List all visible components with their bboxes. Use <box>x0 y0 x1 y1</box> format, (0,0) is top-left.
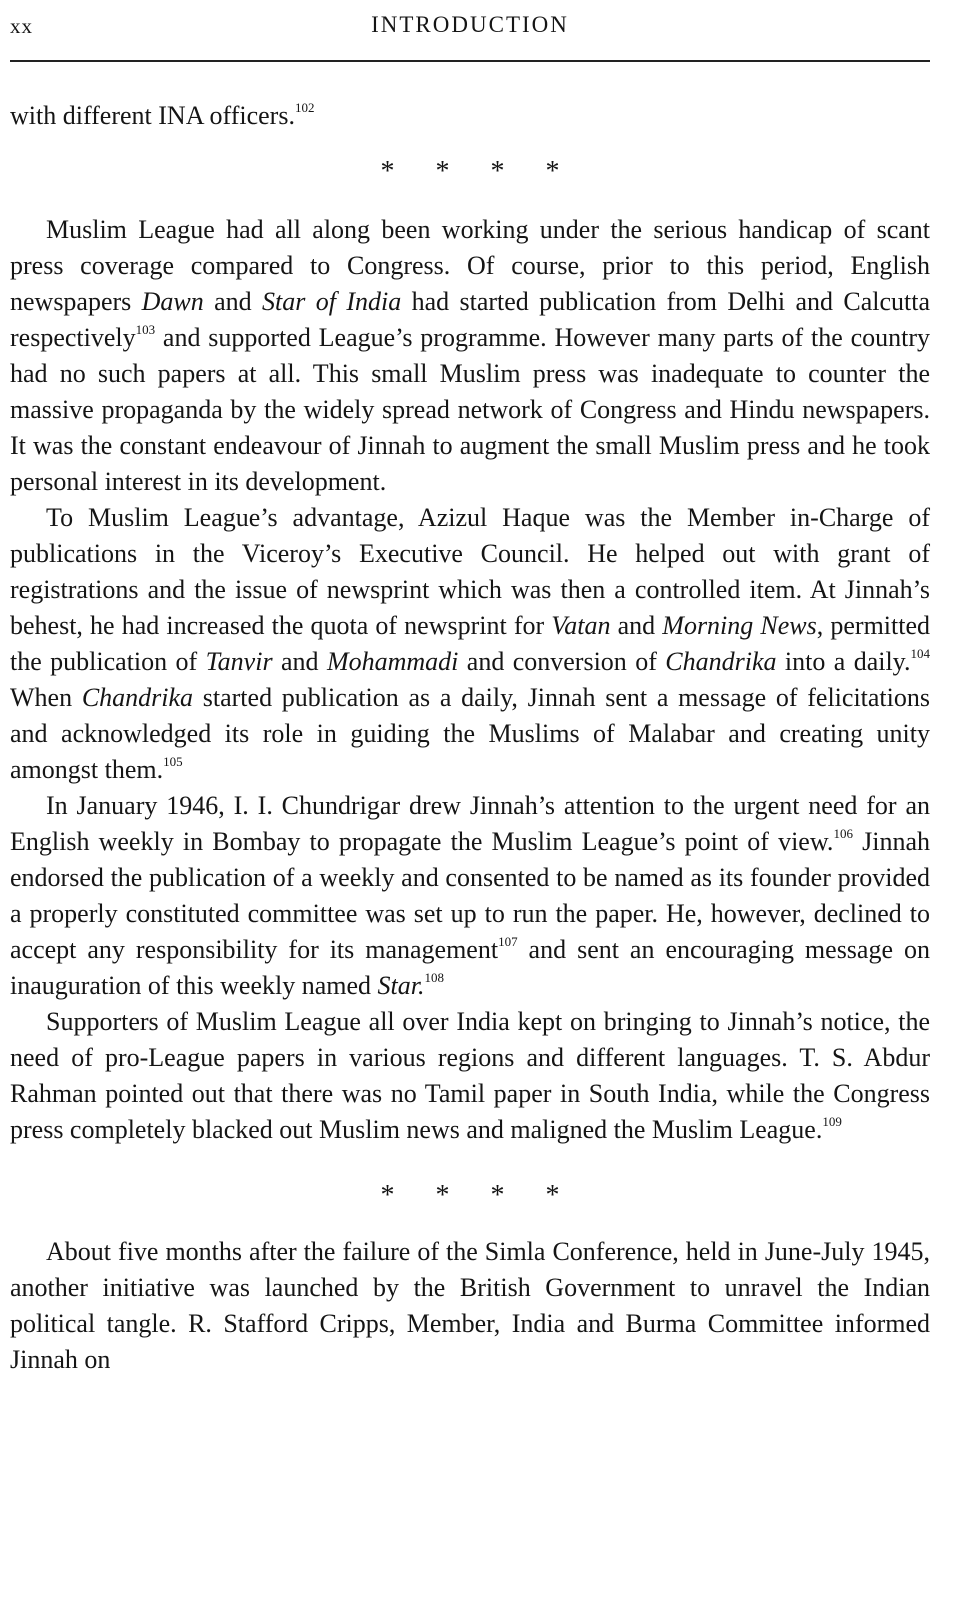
header-rule <box>10 60 930 62</box>
newspaper-title: Chandrika <box>665 647 777 676</box>
footnote-ref: 106 <box>833 826 853 842</box>
footnote-ref: 109 <box>822 1114 842 1130</box>
paragraph-chundrigar: In January 1946, I. I. Chundrigar drew Jinnah’s attention to the urgent need for an English weekly in Bombay to propagate the Muslim League’s point of view.$^{106}$ Jinnah endorsed the publication of a weekly and consented to be named as its founder provided a properly constituted committee was set up to run the paper. He, however, declined to accept any responsibility for its management$^{107}$ and sent an encouraging message on inauguration of this weekly named Star.$^{108}$ <box>10 791 930 1000</box>
page-header <box>10 8 930 38</box>
body-text <box>10 98 930 1378</box>
newspaper-title: Morning News <box>662 611 817 640</box>
newspaper-title: Star. <box>377 971 425 1000</box>
footnote-ref: 107 <box>498 934 518 950</box>
section-separator: * * * * <box>380 156 560 187</box>
footnote-ref: 105 <box>163 754 183 770</box>
paragraph-simla: About five months after the failure of the Simla Conference, held in June-July 1945, another initiative was launched by the British Government to unravel the Indian political tangle. R. Stafford Cripps, Member, India and Burma Committee informed Jinnah on <box>10 1237 930 1374</box>
running-title: INTRODUCTION <box>371 12 569 37</box>
newspaper-title: Tanvir <box>205 647 273 676</box>
paragraph-azizul-haque: To Muslim League’s advantage, Azizul Haque was the Member in-Charge of publications in the Viceroy’s Executive Council. He helped out with grant of registrations and the issue of newsprint which was then a controlled item. At Jinnah’s behest, he had increased the quota of newsprint for Vatan and Morning News, permitted the publication of Tanvir and Mohammadi and conversion of Chandrika into a daily.$^{104}$ When Chandrika started publication as a daily, Jinnah sent a message of felicitations and acknowledged its role in guiding the Muslims of Malabar and creating unity amongst them.$^{105}$ <box>10 503 930 784</box>
newspaper-title: Mohammadi <box>326 647 459 676</box>
newspaper-title: Chandrika <box>81 683 194 712</box>
paragraph-continuation: with different INA officers.$^{102}$ <box>10 100 315 130</box>
page-number: xx <box>10 14 33 38</box>
footnote-ref: 104 <box>910 646 930 662</box>
newspaper-title: Vatan <box>551 611 611 640</box>
footnote-ref: 103 <box>135 322 156 338</box>
section-separator: * * * * <box>380 1180 560 1211</box>
newspaper-title: Dawn <box>141 287 204 316</box>
footnote-ref: 102 <box>294 100 315 116</box>
footnote-ref: 108 <box>424 970 444 986</box>
paragraph-press-coverage: Muslim League had all along been working under the serious handicap of scant press coverage compared to Congress. Of course, prior to this period, English newspapers Dawn and Star of India had started publication from Delhi and Calcutta respectively$^{103}$ and supported League’s programme. However many parts of the country had no such papers at all. This small Muslim press was inadequate to counter the massive propaganda by the widely spread network of Congress and Hindu newspapers. It was the constant endeavour of Jinnah to augment the small Muslim press and he took personal interest in its development. <box>10 215 931 496</box>
newspaper-title: Star of India <box>262 287 402 316</box>
paragraph-supporters: Supporters of Muslim League all over India kept on bringing to Jinnah’s notice, the need of pro-League papers in various regions and different languages. T. S. Abdur Rahman pointed out that there was no Tamil paper in South India, while the Congress press completely blacked out Muslim news and maligned the Muslim League.$^{109}$ <box>10 1007 930 1144</box>
